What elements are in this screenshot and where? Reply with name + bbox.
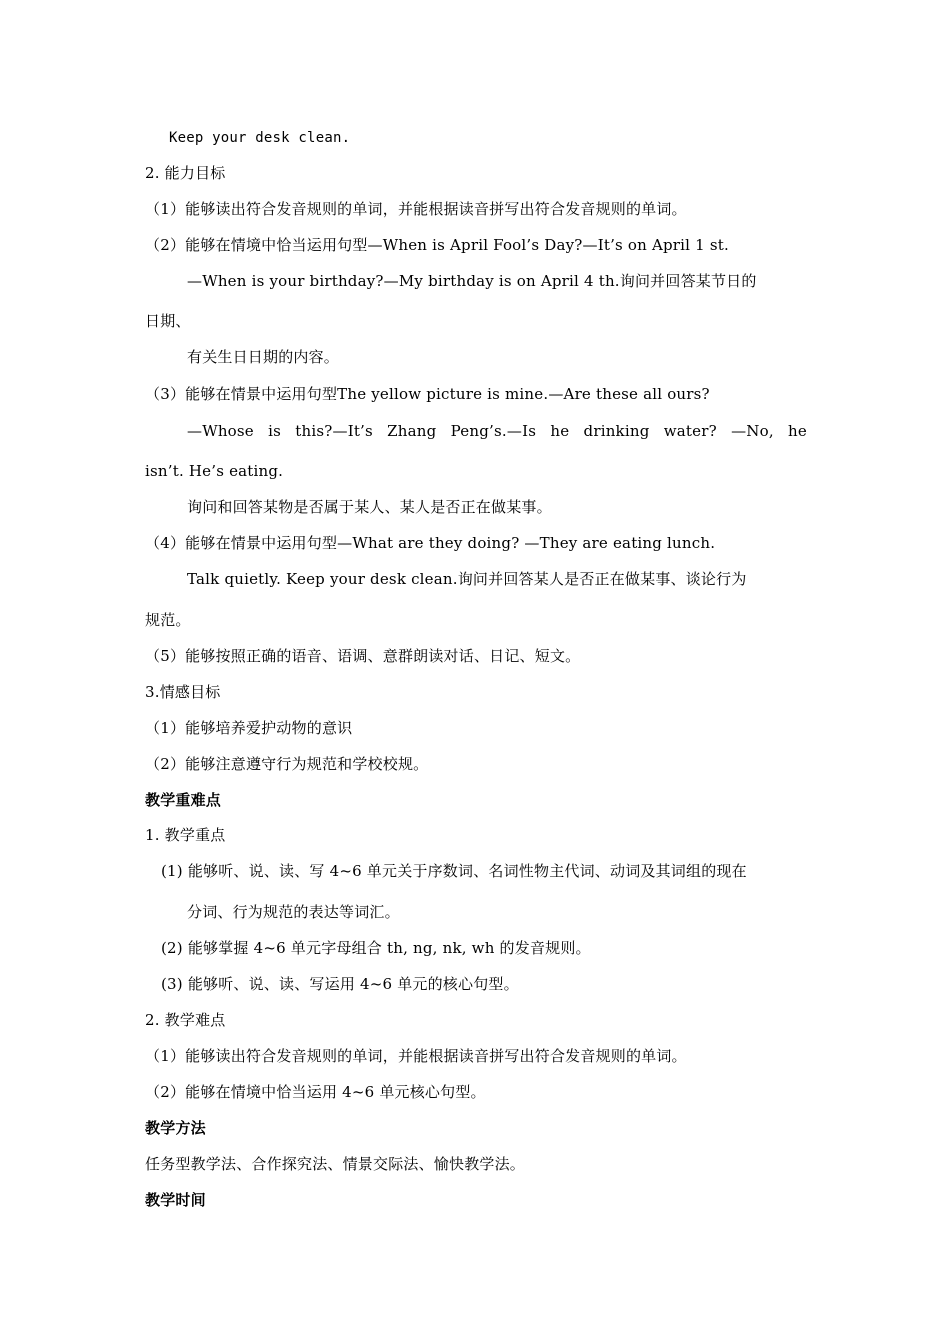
text-line: Talk quietly. Keep your desk clean.询问并回答某人是否正在做某事、谈论行为 xyxy=(187,570,747,588)
text-line: 分词、行为规范的表达等词汇。 xyxy=(187,903,400,921)
text-line: (1) 能够听、说、读、写 4~6 单元关于序数词、名词性物主代词、动词及其词组的现在 xyxy=(161,862,747,880)
text-line: （4）能够在情景中运用句型—What are they doing? —They are eating lunch. xyxy=(145,534,716,552)
text-line: —When is your birthday?—My birthday is on April 4 th.询问并回答某节日的 xyxy=(187,272,757,290)
heading-key-difficult-points: 教学重难点 xyxy=(145,791,222,809)
heading-teaching-methods: 教学方法 xyxy=(145,1119,206,1137)
text-line: （5）能够按照正确的语音、语调、意群朗读对话、日记、短文。 xyxy=(145,647,581,665)
text-line: （2）能够注意遵守行为规范和学校校规。 xyxy=(145,755,429,773)
text-line: 询问和回答某物是否属于某人、某人是否正在做某事。 xyxy=(187,498,552,516)
text-line: （3）能够在情景中运用句型The yellow picture is mine.—Are these all ours? xyxy=(145,385,710,403)
text-line: （2）能够在情境中恰当运用 4~6 单元核心句型。 xyxy=(145,1083,486,1101)
text-line: 规范。 xyxy=(145,611,191,629)
text-line: (2) 能够掌握 4~6 单元字母组合 th, ng, nk, wh 的发音规则。 xyxy=(161,939,591,957)
section-heading-emotion: 3.情感目标 xyxy=(145,683,221,701)
text-line: （1）能够培养爱护动物的意识 xyxy=(145,719,353,737)
section-heading-difficult-points: 2. 教学难点 xyxy=(145,1011,226,1029)
text-line: —Whose is this?—It’s Zhang Peng’s.—Is he drinking water? —No, he xyxy=(187,422,807,440)
heading-teaching-time: 教学时间 xyxy=(145,1191,206,1209)
text-line: isn’t. He’s eating. xyxy=(145,462,284,480)
text-line: 任务型教学法、合作探究法、情景交际法、愉快教学法。 xyxy=(145,1155,526,1173)
text-line: (3) 能够听、说、读、写运用 4~6 单元的核心句型。 xyxy=(161,975,519,993)
text-line: 日期、 xyxy=(145,312,191,330)
text-line: （1）能够读出符合发音规则的单词，并能根据读音拼写出符合发音规则的单词。 xyxy=(145,200,687,218)
text-line: Keep your desk clean. xyxy=(169,130,351,146)
text-line: （1）能够读出符合发音规则的单词，并能根据读音拼写出符合发音规则的单词。 xyxy=(145,1047,687,1065)
section-heading-ability: 2. 能力目标 xyxy=(145,164,226,182)
section-heading-key-points: 1. 教学重点 xyxy=(145,826,226,844)
text-line: 有关生日日期的内容。 xyxy=(187,348,340,366)
text-line: （2）能够在情境中恰当运用句型—When is April Fool’s Day?—It’s on April 1 st. xyxy=(145,236,729,254)
